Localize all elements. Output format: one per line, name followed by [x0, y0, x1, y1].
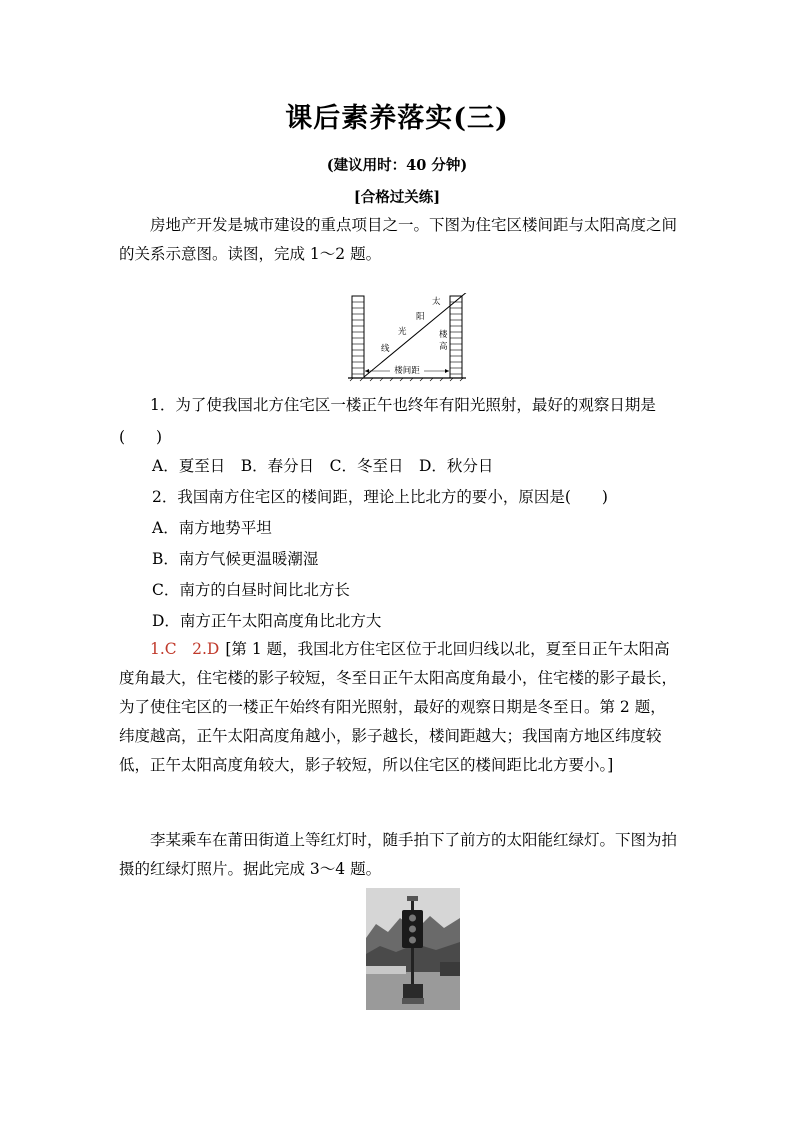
time-hint: (建议用时：40 分钟): [326, 157, 468, 174]
label-xian: 线: [381, 344, 390, 354]
label-guang: 光: [398, 327, 407, 337]
question-2-option-c: C．南方的白昼时间比北方长: [152, 581, 350, 599]
answer-key: 1.C 2.D: [150, 640, 220, 658]
page-title: 课后素养落实(三): [285, 103, 509, 134]
question-1-stem: 1．为了使我国北方住宅区一楼正午也终年有阳光照射，最好的观察日期是: [150, 396, 656, 414]
question-2-option-d: D．南方正午太阳高度角比北方大: [152, 612, 382, 630]
building-spacing-diagram: [346, 293, 468, 383]
question-2-option-a: A．南方地势平坦: [152, 519, 272, 537]
question-2-option-b: B．南方气候更温暖潮湿: [152, 550, 319, 568]
label-yang: 阳: [416, 312, 425, 322]
section-heading: [合格过关练]: [353, 189, 441, 206]
label-spacing: 楼间距: [394, 366, 420, 376]
answer-block: [119, 635, 679, 780]
intro-paragraph-2: 李某乘车在莆田街道上等红灯时，随手拍下了前方的太阳能红绿灯。下图为拍摄的红绿灯照片。据此完成 3～4 题。: [119, 831, 678, 878]
intro-paragraph-1: 房地产开发是城市建设的重点项目之一。下图为住宅区楼间距与太阳高度之间的关系示意图。读图，完成 1～2 题。: [119, 216, 678, 263]
label-lou: 楼: [439, 330, 448, 340]
label-gao: 高: [439, 342, 448, 352]
question-2-stem: 2．我国南方住宅区的楼间距，理论上比北方的要小，原因是( ): [152, 488, 608, 506]
question-1-options: A．夏至日 B．春分日 C．冬至日 D．秋分日: [152, 457, 494, 475]
traffic-light-photo: [366, 888, 460, 1010]
label-tai: 太: [432, 297, 441, 307]
question-1-paren: ( ): [119, 428, 163, 446]
answer-explanation: [第 1 题，我国北方住宅区位于北回归线以北，夏至日正午太阳高度角最大，住宅楼的影子较短，冬至日正午太阳高度角最小，住宅楼的影子最长，为了使住宅区的一楼正午始终有阳光照射，最好的观察日期是冬至日。第 2 题，纬度越高，正午太阳高度角越小，影子越长，楼间距越大；我国南方地区纬度较低，正午太阳高度角较大，影子较短，所以住宅区的楼间距比北方要小。]: [119, 640, 678, 774]
